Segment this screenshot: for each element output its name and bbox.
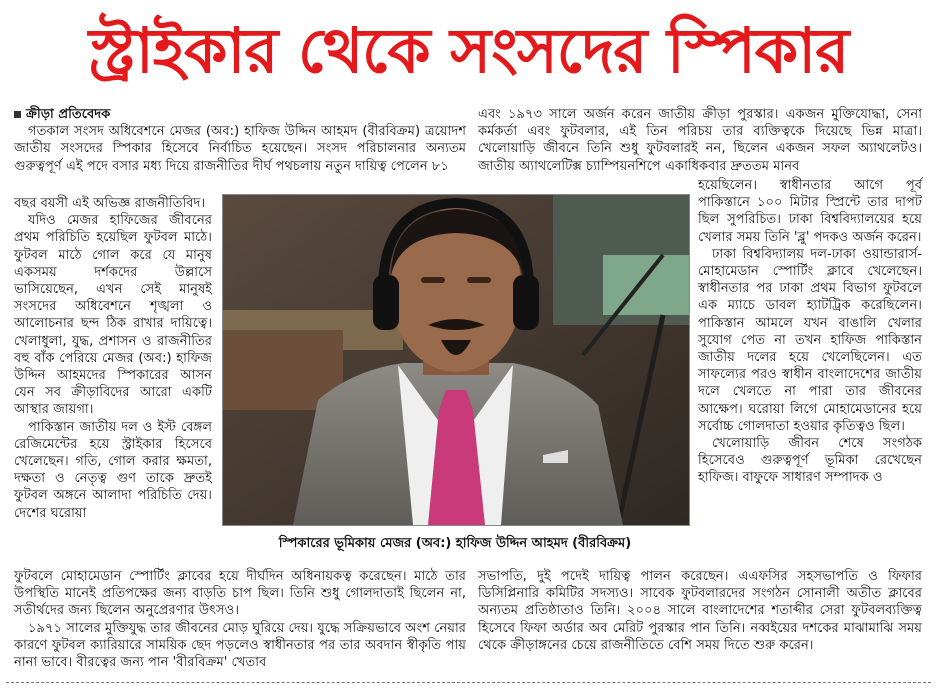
paragraph-clubs: ঢাকা বিশ্ববিদ্যালয় দল-ঢাকা ওয়ান্ডারার্স-মোহামেডান স্পোর্টিং ক্লাবে খেলেছেন। স্বাধীনতার পর ঢাকা প্রথম বিভাগ ফুটবলে এক ম্যাচে ডাবল হ্যাটট্রিক করেছিলেন। পাকিস্তান আমলে যখন বাঙালি খেলার সুযোগ পেত না তখন হাফিজ পাকিস্তান জাতীয় দলের হয়ে খেলেছিলেন। এত সাফল্যের পরও স্বাধীন বাংলাদেশের জাতীয় দলে খেলতে না পারা তার জীবনের আক্ষেপ। ঘরোয়া লিগে মোহামেডানের হয়ে সর্বোচ্চ গোলদাতা হওয়ার কৃতিত্বও ছিল।	[698, 246, 922, 434]
bottom-rule	[6, 682, 931, 683]
paragraph-liberation-war: ১৯৭১ সালের মুক্তিযুদ্ধ তার জীবনের মোড় ঘুরিয়ে দেয়। যুদ্ধে সক্রিয়ভাবে অংশ নেয়ার কারণে ফুটবল ক্যারিয়ারে সাময়িক ছেদ পড়লেও স্বাধীনতার পর তার অবদান স্বীকৃতি পায় নানা ভাবে। বীরত্বের জন্য পান 'বীরবিক্রম' খেতাব	[14, 620, 466, 671]
headline: স্ট্রাইকার থেকে সংসদের স্পিকার	[88, 14, 849, 87]
speaker-photo	[222, 194, 690, 526]
right-narrow-block	[698, 177, 922, 487]
paragraph-organizer: খেলোয়াড়ি জীবন শেষে সংগঠক হিসেবেও গুরুত্বপূর্ণ ভূমিকা রেখেছেন হাফিজ। বাফুফে সাধারণ সম্পাদক ও	[698, 436, 922, 486]
left-top-block	[14, 106, 466, 175]
bullet-icon	[14, 111, 21, 118]
paragraph-fifa: সভাপতি, দুই পদেই দায়িত্ব পালন করেছেন। এএফসির সহসভাপতি ও ফিফার ডিসিপ্লিনারি কমিটির সদস্যও। সাবেক ফুটবলারদের সংগঠন সোনালী অতীত ক্লাবের অন্যতম প্রতিষ্ঠাতাও তিনি। ২০০৪ সালে বাংলাদেশের শতাব্দীর সেরা ফুটবলব্যক্তিত্ব হিসেবে ফিফা অর্ডার অব মেরিট পুরস্কার পান তিনি। নব্বইয়ের দশকের মাঝামাঝি সময় থেকে ক্রীড়াঙ্গনের চেয়ে রাজনীতিতে বেশি সময় দিতে শুরু করেন।	[478, 569, 922, 653]
paragraph-awards: এবং ১৯৭৩ সালে অর্জন করেন জাতীয় ক্রীড়া পুরস্কার। একজন মুক্তিযোদ্ধা, সেনা কর্মকর্তা এবং ফুটবলার, এই তিন পরিচয় তার ব্যক্তিত্বকে দিয়েছে ভিন্ন মাত্রা। খেলোয়াড়ি জীবনে তিনি শুধু ফুটবলারই নন, ছিলেন একজন সফল অ্যাথলেটও। জাতীয় অ্যাথলেটিক্স চ্যাম্পিয়নশিপে একাধিকবার দ্রুততম মানব	[478, 107, 922, 174]
left-bottom-block	[14, 568, 466, 671]
byline-text: ক্রীড়া প্রতিবেদক	[26, 107, 111, 122]
left-narrow-block	[14, 195, 212, 522]
paragraph-intro-end: বছর বয়সী এই অভিজ্ঞ রাজনীতিবিদ।	[14, 196, 206, 211]
paragraph-striker: পাকিস্তান জাতীয় দল ও ইস্ট বেঙ্গল রেজিমেন্টের হয়ে স্ট্রাইকার হিসেবে খেলেছেন। গতি, গোল করার ক্ষমতা, দক্ষতা ও নেতৃত্ব গুণ তাকে দ্রুতই ফুটবল অঙ্গনে আলাদা পরিচিতি দেয়। দেশের ঘরোয়া	[14, 419, 212, 521]
speaker-photo-illustration	[223, 195, 689, 525]
paragraph-mohammedan: ফুটবলে মোহামেডান স্পোর্টিং ক্লাবের হয়ে দীর্ঘদিন অধিনায়কত্ব করেছেন। মাঠে তার উপস্থিতি মানেই প্রতিপক্ষের জন্য বাড়তি চাপ ছিল। তিনি শুধু গোলদাতাই ছিলেন না, সতীর্থদের জন্য ছিলেন অনুপ্রেরণার উৎসও।	[14, 569, 466, 619]
byline	[14, 106, 466, 123]
paragraph-athlete: হয়েছিলেন। স্বাধীনতার আগে পূর্ব পাকিস্তানে ১০০ মিটার স্প্রিন্টে তার দাপট ছিল সুপরিচিত। ঢাকা বিশ্ববিদ্যালয়ের হয়ে খেলার সময় তিনি 'ব্লু' পদকও অর্জন করেন।	[698, 178, 922, 245]
right-top-block	[478, 106, 922, 175]
right-bottom-block	[478, 568, 922, 654]
photo-caption: স্পিকারের ভূমিকায় মেজর (অব:) হাফিজ উদ্দিন আহমদ (বীরবিক্রম)	[278, 536, 632, 551]
paragraph-intro: গতকাল সংসদ অধিবেশনে মেজর (অব:) হাফিজ উদ্দিন আহমদ (বীরবিক্রম) ত্রয়োদশ জাতীয় সংসদের স্পিকার হিসেবে নির্বাচিত হয়েছেন। সংসদ পরিচালনার অন্যতম গুরুত্বপূর্ণ এই পদে বসার মধ্য দিয়ে রাজনীতির দীর্ঘ পথচলায় নতুন দায়িত্ব পেলেন ৮১	[14, 124, 466, 174]
paragraph-football: যদিও মেজর হাফিজের জীবনের প্রথম পরিচিতি হয়েছিল ফুটবল মাঠে। ফুটবল মাঠে গোল করে যে মানুষ একসময় দর্শকদের উল্লাসে ভাসিয়েছেন, এখন সেই মানুষই সংসদের অধিবেশনে শৃঙ্খলা ও আলোচনার ছন্দ ঠিক রাখার দায়িত্বে। খেলাধুলা, যুদ্ধ, প্রশাসন ও রাজনীতির বহু বাঁক পেরিয়ে মেজর (অব:) হাফিজ উদ্দিন আহমদের স্পিকারের আসন যেন সব ক্রীড়াবিদের আরো একটি আস্থার জায়গা।	[14, 213, 212, 418]
